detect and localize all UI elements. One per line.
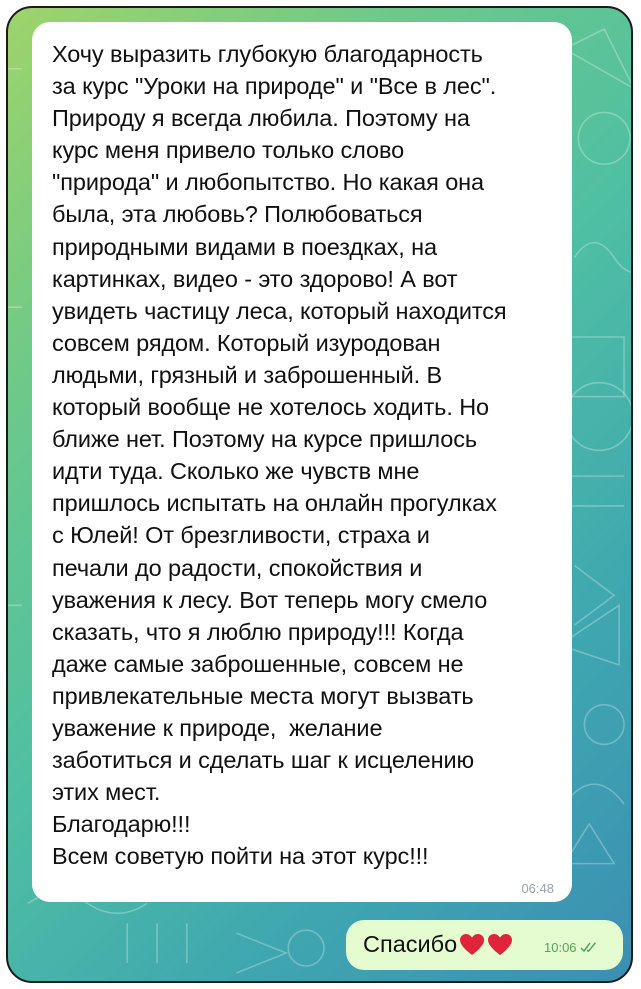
incoming-message-bubble[interactable] [32,22,572,902]
outgoing-message-content [363,931,513,958]
heart-icon [459,933,485,957]
incoming-message-text: Хочу выразить глубокую благодарность за курс "Уроки на природе" и "Все в лес". Природу я всегда любила. Поэтому на курс меня привело только слово "природа" и любопытство. Но какая она была, эта любовь? Полюбоваться природными видами в поездках, на картинках, видео - это здорово! А вот увидеть частицу леса, который находится совсем рядом. Который изуродован людьми, грязный и заброшенный. В который вообще не хотелось ходить. Но ближе нет. Поэтому на курсе пришлось идти туда. Сколько же чувств мне пришлось испытать на онлайн прогулках с Юлей! От брезгливости, страха и печали до радости, спокойствия и уважения к лесу. Вот теперь могу смело сказать, что я люблю природу!!! Когда даже самые заброшенные, совсем не привлекательные места могут вызвать уважение к природе, желание заботиться и сделать шаг к исцелению этих мест. Благодарю!!! Всем советую пойти на этот курс!!! [52,41,507,870]
outgoing-message-meta [544,940,598,955]
outgoing-message-text: Спасибо [363,931,458,957]
incoming-message-time: 06:48 [521,881,554,896]
outgoing-message-bubble[interactable] [346,920,623,970]
double-check-icon [580,942,598,953]
chat-background [6,6,633,983]
heart-icon [487,933,513,957]
outgoing-message-time: 10:06 [544,940,577,955]
